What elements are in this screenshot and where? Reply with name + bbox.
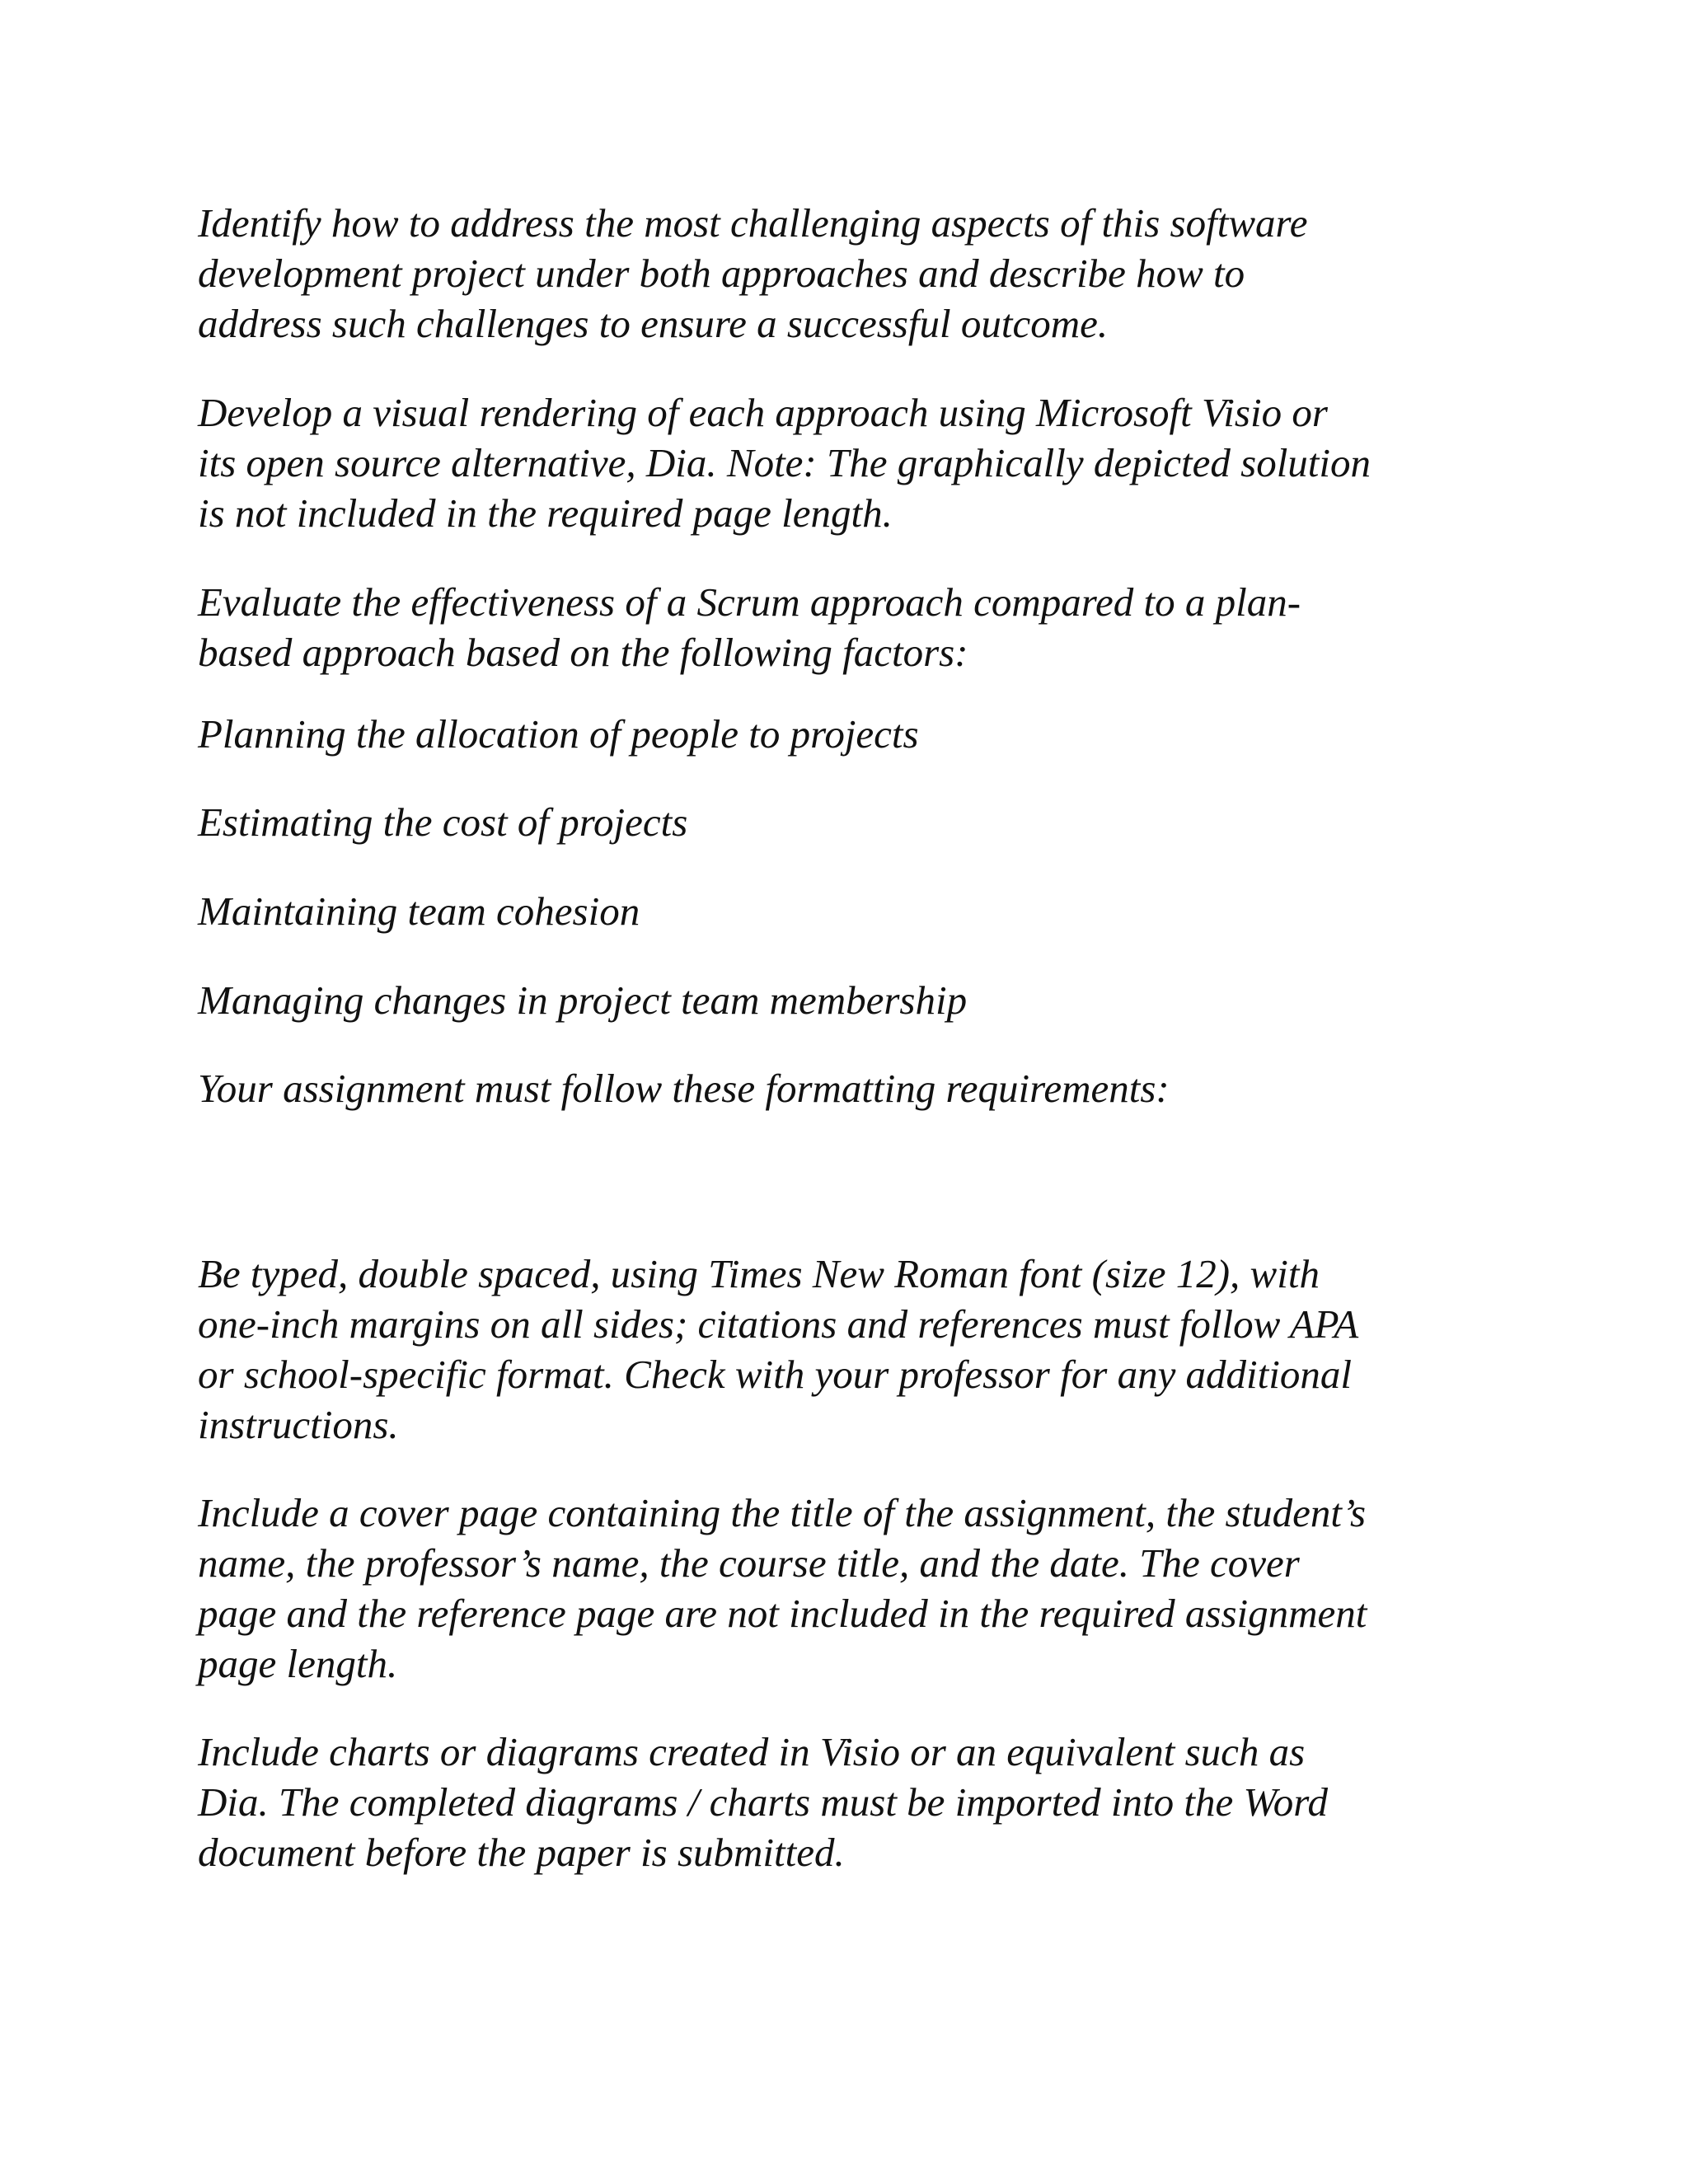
text-line: based approach based on the following factors: [198, 630, 968, 675]
factor-planning-allocation [198, 709, 1517, 759]
text-line: Include a cover page containing the title of the assignment, the student’s [198, 1490, 1367, 1535]
factor-estimating-cost [198, 797, 1517, 847]
text-line: Develop a visual rendering of each approach using Microsoft Visio or [198, 390, 1328, 435]
paragraph-typed-double-spaced [198, 1249, 1517, 1450]
text-line: Evaluate the effectiveness of a Scrum approach compared to a plan- [198, 579, 1301, 625]
text-line: page length. [198, 1641, 398, 1686]
text-line: is not included in the required page length. [198, 490, 893, 536]
text-line: page and the reference page are not included in the required assignment [198, 1591, 1367, 1636]
text-line: Be typed, double spaced, using Times New Roman font (size 12), with [198, 1251, 1320, 1296]
text-line: Identify how to address the most challenging aspects of this software [198, 200, 1308, 246]
factor-team-cohesion [198, 886, 1517, 936]
text-line: instructions. [198, 1402, 399, 1447]
paragraph-cover-page [198, 1488, 1517, 1689]
text-line: Maintaining team cohesion [198, 888, 640, 934]
text-line: Managing changes in project team membership [198, 977, 968, 1023]
paragraph-evaluate-scrum [198, 577, 1517, 677]
paragraph-charts-diagrams [198, 1727, 1517, 1877]
text-line: Your assignment must follow these formatting requirements: [198, 1066, 1170, 1111]
paragraph-identify-challenges [198, 198, 1517, 349]
text-line: development project under both approaches and describe how to [198, 251, 1245, 296]
paragraph-visual-rendering [198, 387, 1517, 538]
factor-team-membership [198, 975, 1517, 1025]
text-line: Include charts or diagrams created in Visio or an equivalent such as [198, 1729, 1306, 1774]
paragraph-formatting-intro [198, 1063, 1517, 1113]
text-line: name, the professor’s name, the course title, and the date. The cover [198, 1540, 1300, 1586]
text-line: address such challenges to ensure a successful outcome. [198, 301, 1109, 346]
text-line: its open source alternative, Dia. Note: The graphically depicted solution [198, 440, 1372, 485]
text-line: or school-specific format. Check with your professor for any additional [198, 1352, 1353, 1397]
text-line: Dia. The completed diagrams / charts must be imported into the Word [198, 1779, 1329, 1825]
text-line: Planning the allocation of people to projects [198, 711, 919, 757]
text-line: Estimating the cost of projects [198, 799, 688, 845]
text-line: document before the paper is submitted. [198, 1830, 845, 1875]
text-line: one-inch margins on all sides; citations and references must follow APA [198, 1301, 1359, 1347]
